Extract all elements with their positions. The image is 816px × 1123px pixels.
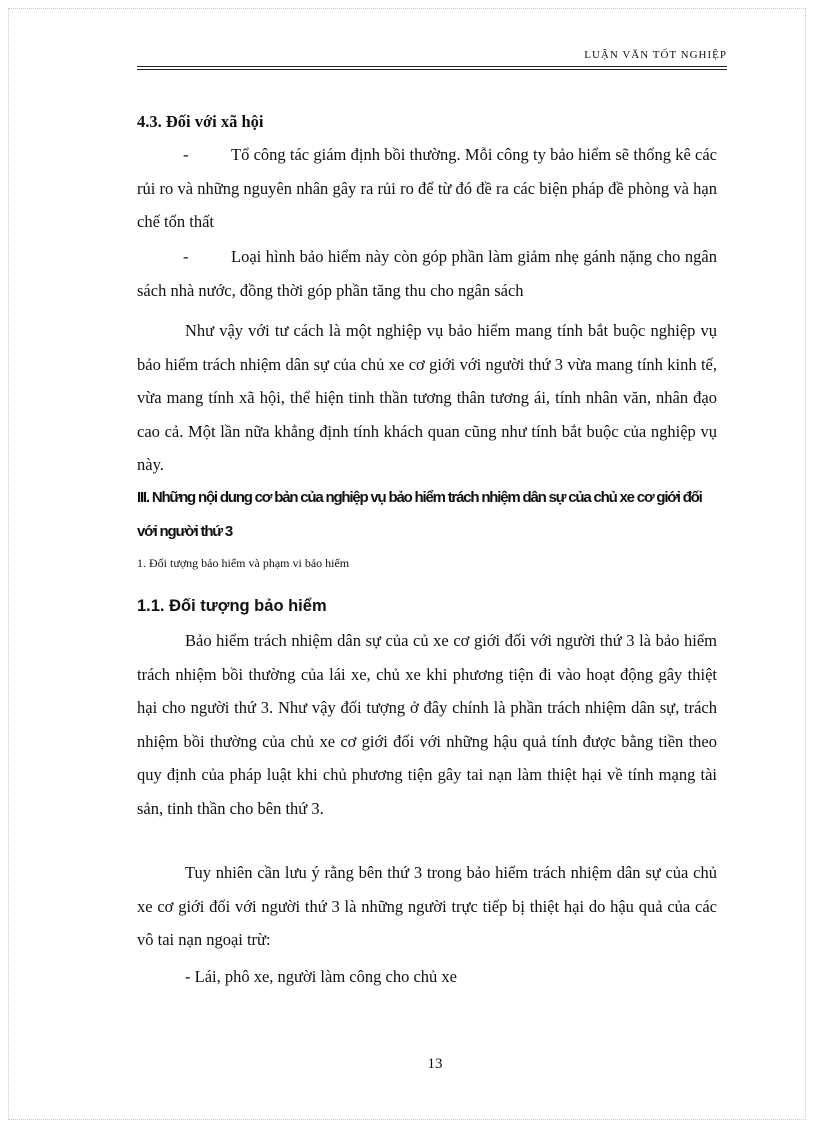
section-iii-heading: III. Những nội dung cơ bản của nghiệp vụ bảo hiểm trách nhiệm dân sự của chủ xe cơ giới đối với người thứ 3: [137, 489, 702, 540]
running-header: LUẬN VĂN TỐT NGHIỆP: [584, 49, 727, 61]
header-rule-thick: [137, 69, 727, 70]
bullet-text: Loại hình bảo hiểm này còn góp phần làm giảm nhẹ gánh nặng cho ngân sách nhà nước, đồng thời góp phần tăng thu cho ngân sách: [137, 247, 717, 300]
heading-1-1: 1.1. Đối tượng bảo hiểm: [137, 597, 327, 615]
bullet-dash: -: [183, 247, 189, 266]
subsection-1-heading: 1. Đối tượng bảo hiểm và phạm vi bảo hiểm: [137, 556, 350, 570]
heading-4-3: 4.3. Đối với xã hội: [137, 112, 264, 131]
page-number: 13: [427, 1056, 443, 1072]
paragraph-insurance-object: Bảo hiểm trách nhiệm dân sự của củ xe cơ giới đối với người thứ 3 là bảo hiểm trách nhiệm bồi thường của lái xe, chủ xe khi phương tiện đi vào hoạt động gây thiệt hại cho người thứ 3. Như vậy đối tượng ở đây chính là phần trách nhiệm dân sự, trách nhiệm bồi thường của chủ xe cơ giới đối với những hậu quả tính được bằng tiền theo quy định của pháp luật khi chủ phương tiện gây tai nạn làm thiệt hại về tính mạng tài sản, tinh thần cho bên thứ 3.: [137, 631, 717, 818]
exclusion-item: - Lái, phô xe, người làm công cho chủ xe: [185, 967, 457, 986]
header-rule-thin: [137, 66, 727, 67]
bullet-dash: -: [183, 145, 189, 164]
paragraph-third-party: Tuy nhiên cần lưu ý rằng bên thứ 3 trong bảo hiểm trách nhiệm dân sự của chủ xe cơ giới đối với người thứ 3 là những người trực tiếp bị thiệt hại do hậu quả của các vô tai nạn ngoại trừ:: [137, 863, 717, 949]
bullet-text: Tổ công tác giám định bồi thường. Mỗi công ty bảo hiểm sẽ thống kê các rủi ro và những nguyên nhân gây ra rủi ro để từ đó đề ra các biện pháp đề phòng và hạn chế tổn thất: [137, 145, 717, 231]
conclusion-paragraph: Như vậy với tư cách là một nghiệp vụ bảo hiểm mang tính bắt buộc nghiệp vụ bảo hiểm trách nhiệm dân sự của chủ xe cơ giới với người thứ 3 vừa mang tính kinh tế, vừa mang tính xã hội, thể hiện tinh thần tương thân tương ái, tính nhân văn, nhân đạo cao cả. Một lần nữa khẳng định tính khách quan cũng như tính bắt buộc của nghiệp vụ này.: [137, 321, 717, 474]
bullet-paragraph-2: [137, 240, 717, 307]
bullet-paragraph-1: [137, 138, 717, 239]
